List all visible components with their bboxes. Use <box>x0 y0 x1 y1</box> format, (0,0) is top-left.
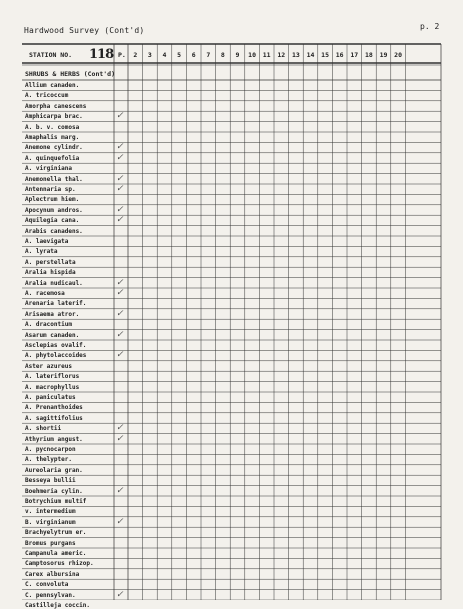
check-mark-icon: ✓ <box>116 142 124 153</box>
check-mark-icon: ✓ <box>116 329 124 340</box>
species-name: A. thelypter. <box>25 456 72 464</box>
species-name: Arenaria laterif. <box>25 300 87 308</box>
column-header-9: 9 <box>235 51 240 59</box>
check-mark-icon: ✓ <box>116 277 124 288</box>
species-name: Bromus purgans <box>25 539 76 547</box>
check-mark-icon: ✓ <box>116 485 124 496</box>
column-header-12: 12 <box>277 51 286 59</box>
check-mark-icon: ✓ <box>116 423 124 434</box>
species-name: Athyrium angust. <box>25 435 83 443</box>
check-mark-icon: ✓ <box>116 152 124 163</box>
check-mark-icon: ✓ <box>116 350 124 361</box>
column-header-18: 18 <box>364 51 373 59</box>
species-name: Amorpha canescens <box>25 102 87 110</box>
check-mark-icon: ✓ <box>116 111 124 122</box>
species-name: Aplectrum hiem. <box>25 196 80 204</box>
species-name: Apocynum andros. <box>25 206 83 214</box>
species-name: C. convoluta <box>25 581 69 589</box>
column-header-7: 7 <box>206 51 211 59</box>
column-header-8: 8 <box>220 51 225 59</box>
column-header-17: 17 <box>350 51 359 59</box>
species-name: Besseya bullii <box>25 477 76 485</box>
species-name: Asarum canaden. <box>25 331 80 339</box>
species-name: Castilleja coccin. <box>25 602 91 609</box>
species-name: v. intermedium <box>25 508 76 516</box>
species-name: A. racemosa <box>25 290 65 297</box>
species-name: Allium canaden. <box>25 82 80 89</box>
check-mark-icon: ✓ <box>116 204 124 215</box>
species-name: Aureolaria gran. <box>25 466 83 474</box>
species-name: A. b. v. comosa <box>25 123 80 131</box>
check-mark-icon: ✓ <box>116 589 124 600</box>
check-mark-icon: ✓ <box>116 308 124 319</box>
species-name: A. laevigata <box>25 238 69 245</box>
species-name: Botrychium multif <box>25 498 87 505</box>
species-name: B. virginianum <box>25 518 76 526</box>
species-name: Amaphalis marg. <box>25 134 80 141</box>
check-mark-icon: ✓ <box>116 433 124 444</box>
species-name: A. pycnocarpon <box>25 446 76 453</box>
species-name: A. tricoccum <box>25 92 69 100</box>
species-name: A. perstellata <box>25 258 76 266</box>
species-name: C. pennsylvan. <box>25 591 76 599</box>
species-name: A. lateriflorus <box>25 373 80 381</box>
check-mark-icon: ✓ <box>116 215 124 226</box>
station-label: STATION NO. <box>29 51 73 59</box>
species-name: Brachyelytrum er. <box>25 529 87 537</box>
species-name: A. paniculatus <box>25 394 76 401</box>
station-number: 118 <box>89 47 114 62</box>
species-name: Camptosorus rhizop. <box>25 560 94 568</box>
column-header-15: 15 <box>321 51 329 59</box>
species-name: Arabis canadens. <box>25 227 83 235</box>
species-name: Aralia hispida <box>25 269 76 277</box>
section-title: SHRUBS & HERBS (Cont'd) <box>25 70 116 78</box>
column-header-20: 20 <box>394 51 402 59</box>
species-name: A. quinquefolia <box>25 154 80 162</box>
column-header-19: 19 <box>379 51 388 59</box>
species-name: Anemonella thal. <box>25 175 83 183</box>
column-header-4: 4 <box>162 51 167 59</box>
species-name: Aster azureus <box>25 362 72 370</box>
column-header-3: 3 <box>147 51 152 59</box>
check-mark-icon: ✓ <box>116 184 124 194</box>
species-name: Asclepias ovalif. <box>25 342 87 349</box>
species-name: A. Prenanthoides <box>25 404 83 412</box>
species-name: Aralia nudicaul. <box>25 279 83 287</box>
column-header-11: 11 <box>262 51 271 59</box>
column-header-6: 6 <box>191 51 196 59</box>
survey-title: Hardwood Survey (Cont'd) <box>24 26 145 35</box>
p-column-header: P. <box>118 51 126 59</box>
species-name: Arisaema atror. <box>25 310 80 318</box>
check-mark-icon: ✓ <box>116 288 124 298</box>
species-name: Carex albursina <box>25 570 80 578</box>
species-name: A. phytolaccoides <box>25 352 87 360</box>
page-number: p. 2 <box>420 22 440 31</box>
species-name: Anemone cylindr. <box>25 144 83 152</box>
species-name: Aquilegia cana. <box>25 217 80 225</box>
species-name: A. shortii <box>25 425 62 433</box>
check-mark-icon: ✓ <box>116 173 124 184</box>
column-header-14: 14 <box>306 51 315 59</box>
column-header-10: 10 <box>248 51 256 59</box>
species-name: A. sagittifolius <box>25 414 83 422</box>
species-name: A. dracontium <box>25 321 72 329</box>
column-header-16: 16 <box>335 51 344 59</box>
species-name: A. macrophyllus <box>25 383 80 391</box>
species-name: A. virginiana <box>25 165 72 173</box>
species-name: Antennaria sp. <box>25 186 76 193</box>
column-header-5: 5 <box>177 51 182 59</box>
column-header-2: 2 <box>133 51 138 59</box>
species-name: Amphicarpa brac. <box>25 113 83 121</box>
column-header-13: 13 <box>291 51 300 59</box>
check-mark-icon: ✓ <box>116 516 124 527</box>
species-name: Campanula americ. <box>25 550 87 557</box>
species-name: Boehmeria cylin. <box>25 487 83 495</box>
species-name: A. lyrata <box>25 248 58 256</box>
